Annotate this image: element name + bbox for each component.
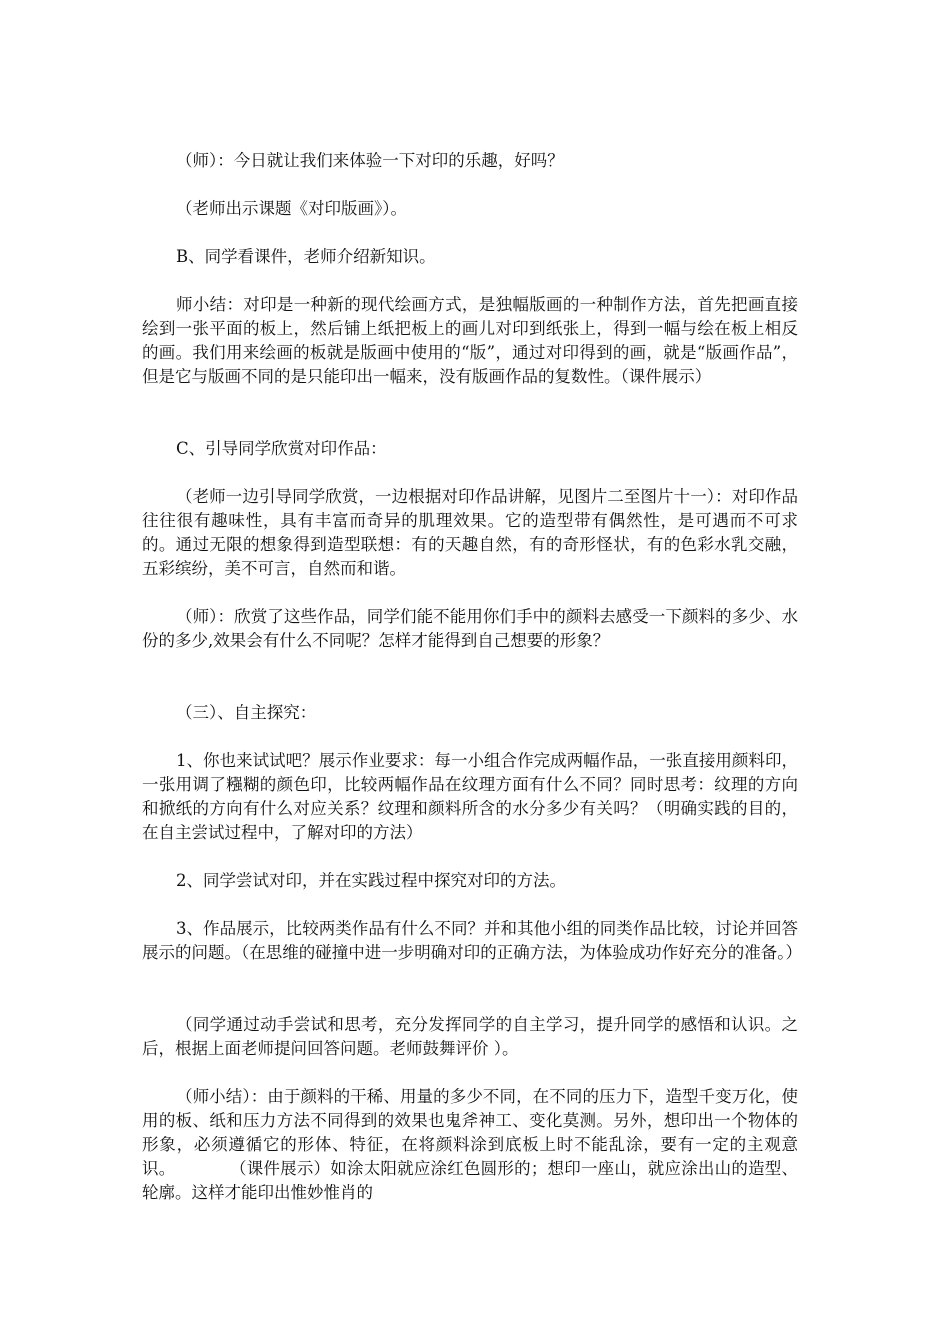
- paragraph-step-1: 1、你也来试试吧？展示作业要求：每一小组合作完成两幅作品，一张直接用颜料印，一张用调了糨糊的颜色印，比较两幅作品在纹理方面有什么不同？同时思考：纹理的方向和掀纸的方向有什么对应关系？纹理和颜料所含的水分多少有关吗？（明确实践的目的，在自主尝试过程中，了解对印的方法）: [142, 751, 798, 842]
- paragraph-teacher-summary-2: （师小结）：由于颜料的干稀、用量的多少不同，在不同的压力下，造型千变万化，使用的板、纸和压力方法不同得到的效果也鬼斧神工、变化莫测。另外，想印出一个物体的形象，必须遵循它的形体、特征，在将颜料涂到底板上时不能乱涂，要有一定的主观意识。 （课件展示）如涂太阳就应涂红色圆形的；想印一座山，就应涂出山的造型、轮廓。这样才能印出惟妙惟肖的: [142, 1087, 798, 1202]
- paragraph-lesson-title: （老师出示课题《对印版画》）。: [176, 199, 407, 218]
- paragraph-step-3: 3、作品展示，比较两类作品有什么不同？并和其他小组的同类作品比较，讨论并回答展示的问题。（在思维的碰撞中进一步明确对印的正确方法，为体验成功作好充分的准备。）: [142, 919, 802, 962]
- paragraph-appreciation: （老师一边引导同学欣赏，一边根据对印作品讲解，见图片二至图片十一）：对印作品往往很有趣味性，具有丰富而奇异的肌理效果。它的造型带有偶然性，是可遇而不可求的。通过无限的想象得到造型联想：有的天趣自然，有的奇形怪状，有的色彩水乳交融，五彩缤纷，美不可言，自然而和谐。: [142, 487, 798, 578]
- paragraph-section-three: （三）、自主探究：: [176, 703, 317, 722]
- paragraph-section-c: C、引导同学欣赏对印作品：: [176, 439, 387, 458]
- paragraph-teacher-summary: 师小结：对印是一种新的现代绘画方式，是独幅版画的一种制作方法，首先把画直接绘到一张平面的板上，然后铺上纸把板上的画儿对印到纸张上，得到一幅与绘在板上相反的画。我们用来绘画的板就是版画中使用的“版”，通过对印得到的画，就是“版画作品”，但是它与版画不同的是只能印出一幅来，没有版画作品的复数性。（课件展示）: [142, 295, 798, 386]
- paragraph-step-2: 2、同学尝试对印，并在实践过程中探究对印的方法。: [176, 871, 566, 890]
- paragraph-section-b: B、同学看课件，老师介绍新知识。: [176, 247, 436, 266]
- paragraph-teacher-prompt: （师）：欣赏了这些作品，同学们能不能用你们手中的颜料去感受一下颜料的多少、水份的多少,效果会有什么不同呢？怎样才能得到自己想要的形象？: [142, 607, 798, 650]
- paragraph-teacher-question: （师）：今日就让我们来体验一下对印的乐趣，好吗？: [176, 151, 564, 170]
- paragraph-student-practice: （同学通过动手尝试和思考，充分发挥同学的自主学习，提升同学的感悟和认识。之后，根据上面老师提问回答问题。老师鼓舞评价 ）。: [142, 1015, 798, 1058]
